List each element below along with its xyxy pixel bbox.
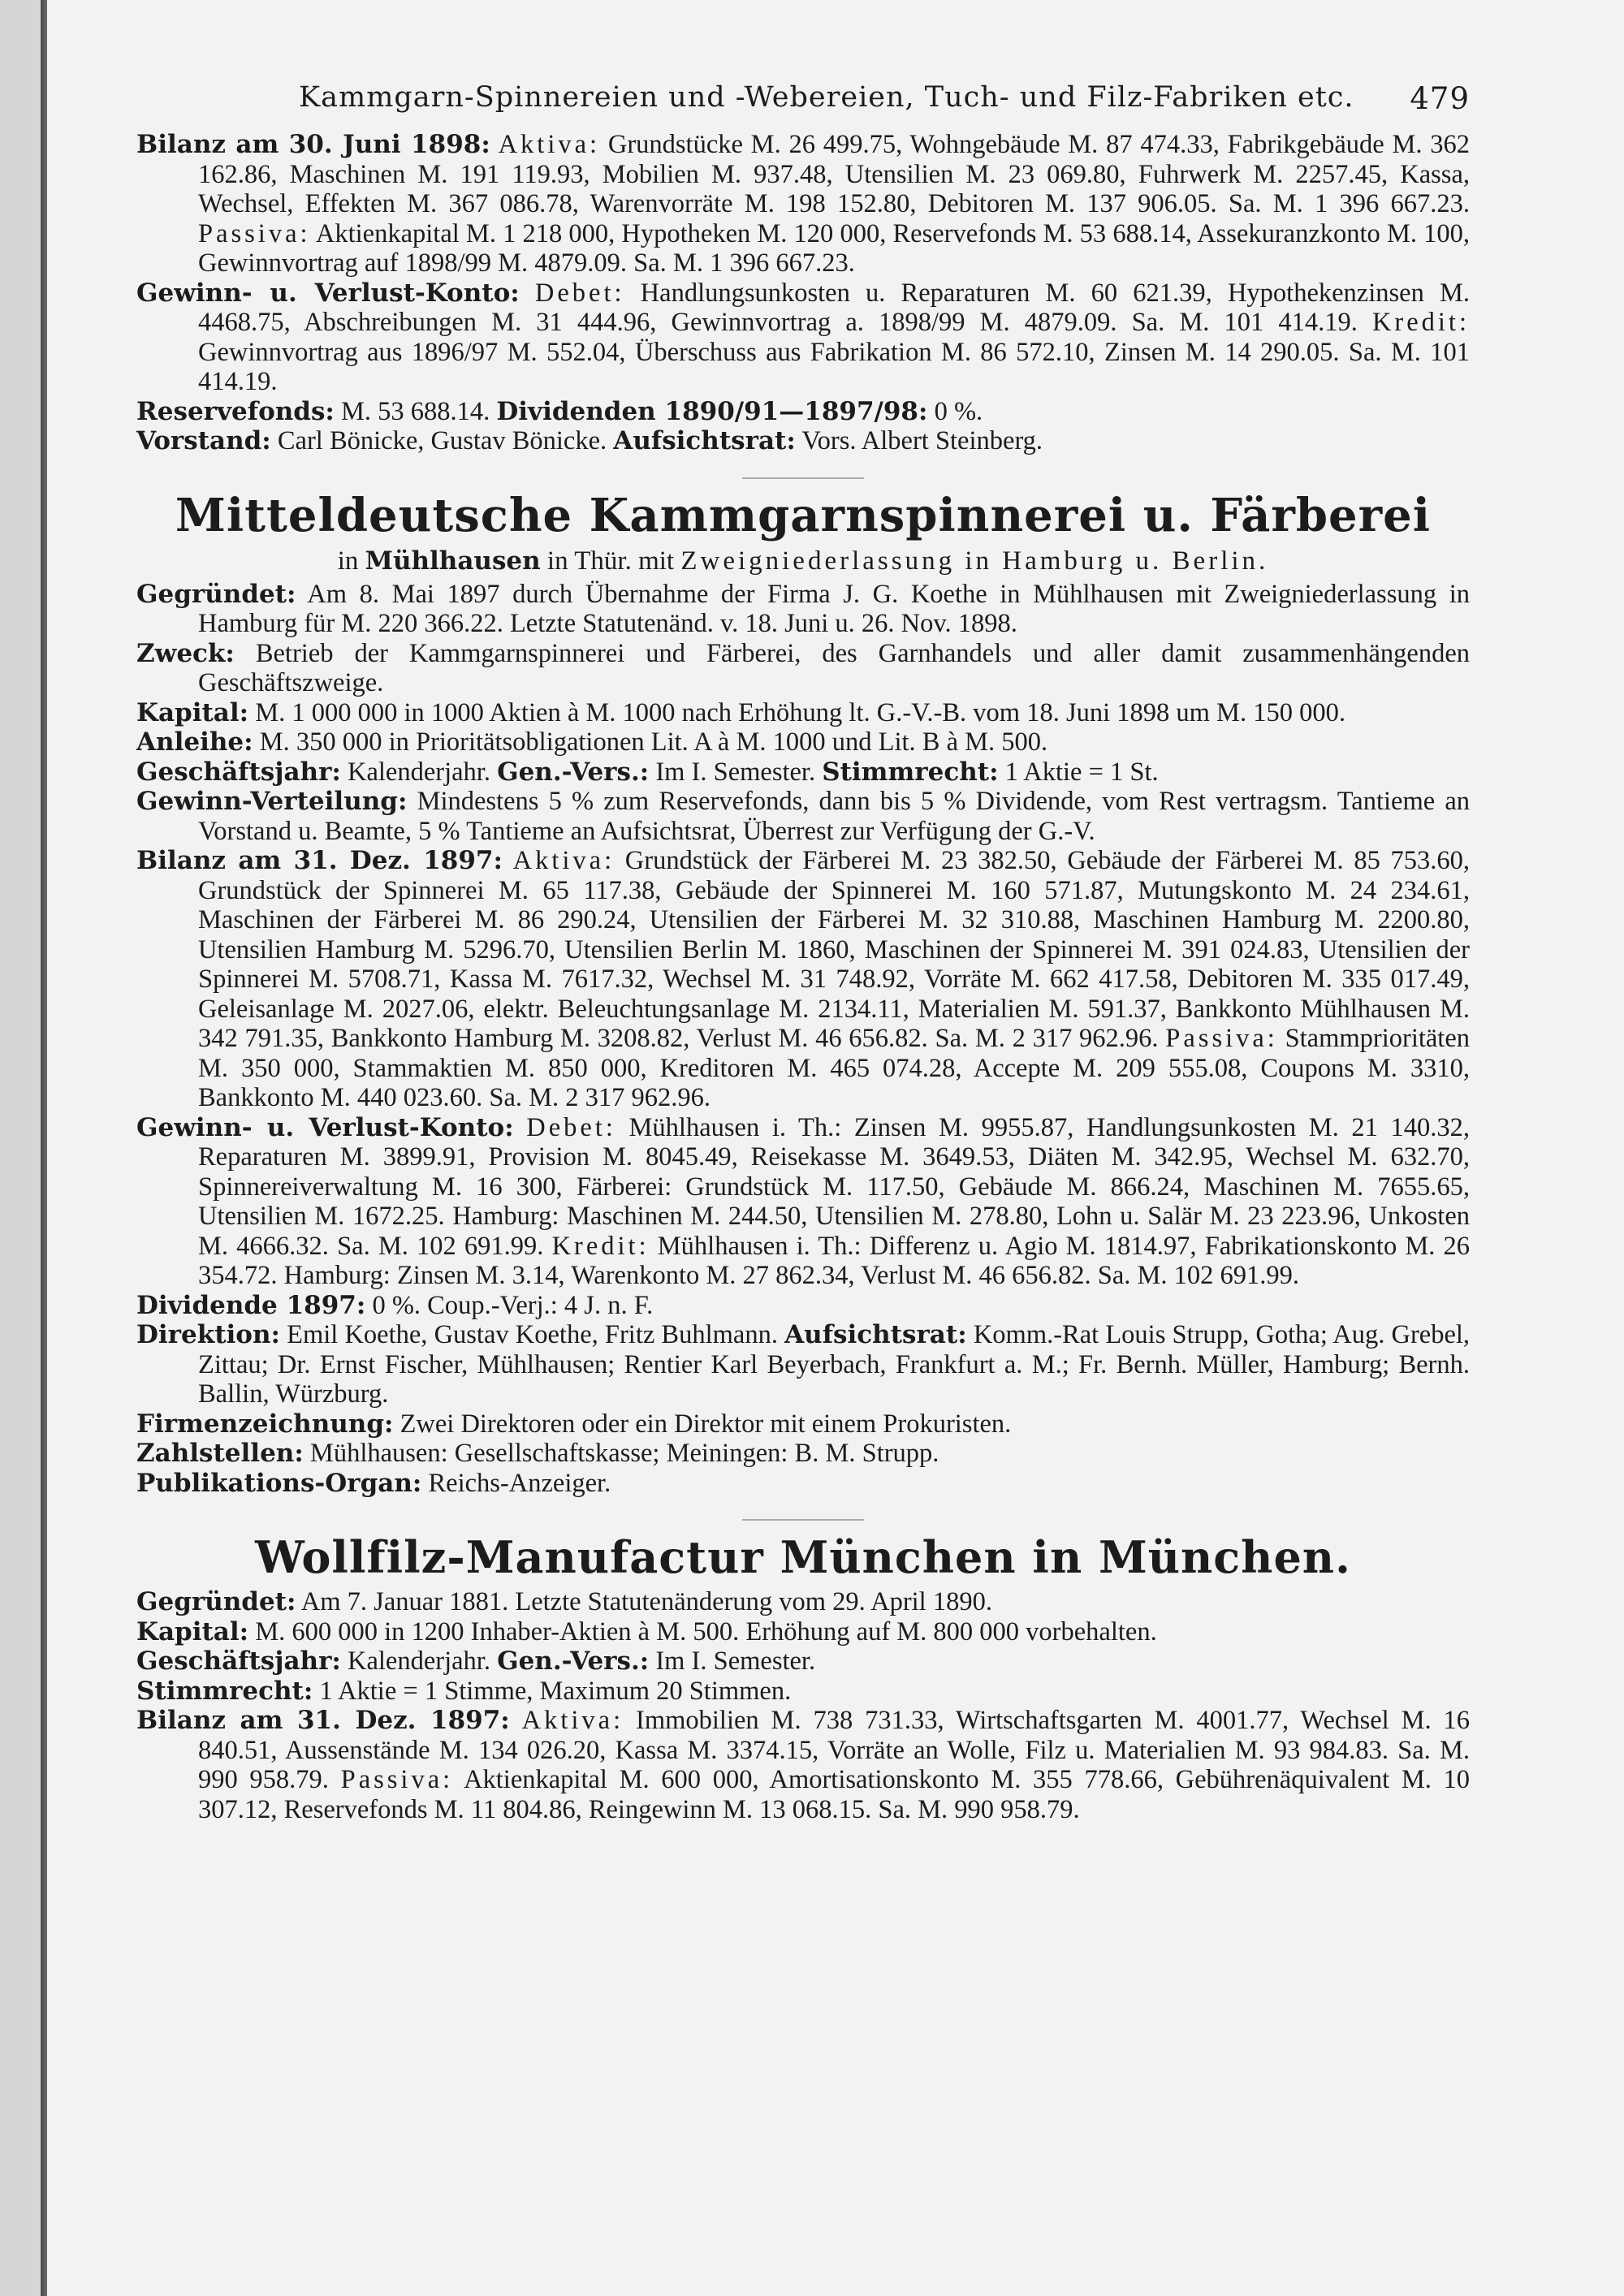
entry-label: Geschäftsjahr: xyxy=(136,757,341,787)
entry-label: Kapital: xyxy=(136,697,249,727)
aufsichtsrat-label: Aufsichtsrat: xyxy=(613,426,796,455)
entry-label: Zweck: xyxy=(136,638,235,668)
entry-text: Mindestens 5 % zum Reservefonds, dann bis 5 % Dividende, vom Rest vertragsm. Tantieme an Vorstand u. Beamte, 5 % Tantieme an Aufsichtsrat, Überrest zur Verfügung der G.-V. xyxy=(198,787,1470,846)
passiva-text: Stammprioritäten M. 350 000, Stammaktien M. 850 000, Kreditoren M. 465 074.28, Accepte M. 209 555.08, Coupons M. 3310, Bankkonto M. 440 023.60. Sa. M. 2 317 962.96. xyxy=(198,1024,1471,1112)
aufsichtsrat-text: Vors. Albert Steinberg. xyxy=(801,426,1043,455)
passiva-text: Aktienkapital M. 600 000, Amortisationskonto M. 355 778.66, Gebührenäquivalent M. 10 307.12, Reservefonds M. 11 804.86, Reingewinn M. 13 068.15. Sa. M. 990 958.79. xyxy=(198,1765,1471,1824)
aktiva-text: Grundstück der Färberei M. 23 382.50, Gebäude der Färberei M. 85 753.60, Grundstück der Spinnerei M. 65 117.38, Gebäude der Spinnerei M. 160 571.87, Mutungskonto M. 24 234.61, Maschinen der Färberei M. 86 290.24, Utensilien der Färberei M. 32 310.88, Maschinen Hamburg M. 2200.80, Utensilien Hamburg M. 5296.70, Utensilien Berlin M. 1860, Maschinen der Spinnerei M. 391 024.83, Utensilien der Spinnerei M. 5708.71, Kassa M. 7617.32, Wechsel M. 31 748.92, Vorräte M. 662 417.58, Debitoren M. 335 017.49, Geleisanlage M. 2027.06, elektr. Beleuchtungsanlage M. 2134.11, Materialien M. 591.37, Bankkonto Mühlhausen M. 342 791.35, Bankkonto Hamburg M. 3208.82, Verlust M. 46 656.82. Sa. M. 2 317 962.96. xyxy=(198,846,1471,1053)
aktiva-text: Grundstücke M. 26 499.75, Wohngebäude M. 87 474.33, Fabrikgebäude M. 362 162.86, Maschinen M. 191 119.93, Mobilien M. 937.48, Utensilien M. 23 069.80, Fuhrwerk M. 2257.45, Kassa, Wechsel, Effekten M. 367 086.78, Warenvorräte M. 198 152.80, Debitoren M. 137 906.05. Sa. M. 1 396 667.23. xyxy=(198,130,1471,218)
entry-text: M. 350 000 in Prioritätsobligationen Lit. A à M. 1000 und Lit. B à M. 500. xyxy=(259,727,1048,757)
entry-text: Zwei Direktoren oder ein Direktor mit einem Prokuristen. xyxy=(400,1409,1012,1439)
entry-text: Am 8. Mai 1897 durch Übernahme der Firma J. G. Koethe in Mühlhausen mit Zweigniederlassung in Hamburg für M. 220 366.22. Letzte Statutenänd. v. 18. Juni u. 26. Nov. 1898. xyxy=(198,579,1470,638)
subtitle-branches: Zweigniederlassung in Hamburg u. Berlin. xyxy=(680,546,1269,576)
voting-right-text: 1 Aktie = 1 St. xyxy=(1004,757,1159,787)
entry-text: Carl Bönicke, Gustav Bönicke. xyxy=(277,426,607,455)
balance-sheet-entry xyxy=(136,1706,1470,1824)
entry-text: Reichs-Anzeiger. xyxy=(428,1468,611,1498)
book-spine-shadow xyxy=(0,0,47,2296)
passiva-word: Passiva: xyxy=(340,1765,454,1794)
kredit-word: Kredit: xyxy=(551,1231,650,1261)
page-number: 479 xyxy=(1410,81,1470,116)
fiscal-year-entry xyxy=(136,757,1470,788)
entry-label: Bilanz am 31. Dez. 1897: xyxy=(136,846,503,875)
entry-label: Gegründet: xyxy=(136,1587,296,1616)
aktiva-text: Immobilien M. 738 731.33, Wirtschaftsgarten M. 4001.77, Wechsel M. 16 840.51, Aussenstände M. 134 026.20, Kassa M. 3374.15, Vorräte an Wolle, Filz u. Materialien M. 93 984.83. Sa. M. 990 958.79. xyxy=(198,1706,1471,1794)
aktiva-word: Aktiva: xyxy=(498,130,601,159)
founded-entry xyxy=(136,1587,1470,1617)
prev-reserve-entry xyxy=(136,397,1470,427)
founded-entry xyxy=(136,580,1470,639)
general-meeting-text: Im I. Semester. xyxy=(655,1646,816,1676)
company-town: Mühlhausen xyxy=(365,546,541,576)
prev-vorstand-entry xyxy=(136,426,1470,456)
kredit-text: Mühlhausen i. Th.: Differenz u. Agio M. 1814.97, Fabrikationskonto M. 26 354.72. Hamburg: Zinsen M. 3.14, Warenkonto M. 27 862.34, Verlust M. 46 656.82. Sa. M. 102 691.99. xyxy=(198,1231,1471,1290)
page-content xyxy=(136,81,1470,1824)
entry-label: Gewinn-Verteilung: xyxy=(136,787,408,816)
entry-label: Dividende 1897: xyxy=(136,1290,366,1320)
debet-word: Debet: xyxy=(534,278,625,308)
section-divider xyxy=(742,1519,864,1521)
entry-label: Reservefonds: xyxy=(136,396,335,426)
entry-label: Gewinn- u. Verlust-Konto: xyxy=(136,1112,514,1142)
entry-label: Firmenzeichnung: xyxy=(136,1409,394,1439)
aufsichtsrat-label: Aufsichtsrat: xyxy=(784,1320,967,1349)
entry-label: Bilanz am 31. Dez. 1897: xyxy=(136,1706,510,1735)
entry-label: Direktion: xyxy=(136,1320,280,1349)
running-title: Kammgarn-Spinnereien und -Webereien, Tuch- und Filz-Fabriken etc. xyxy=(299,81,1354,114)
entry-label: Stimmrecht: xyxy=(136,1676,313,1706)
entry-text: Am 7. Januar 1881. Letzte Statutenänderung vom 29. April 1890. xyxy=(300,1587,992,1616)
entry-text: Emil Koethe, Gustav Koethe, Fritz Buhlmann. xyxy=(287,1320,778,1349)
debet-text: Handlungsunkosten u. Reparaturen M. 60 621.39, Hypothekenzinsen M. 4468.75, Abschreibungen M. 31 444.96, Gewinnvortrag a. 1898/99 M. 4879.09. Sa. M. 101 414.19. xyxy=(198,278,1471,337)
publication-entry xyxy=(136,1469,1470,1499)
passiva-word: Passiva: xyxy=(198,218,311,248)
entry-text: 0 %. Coup.-Verj.: 4 J. n. F. xyxy=(372,1290,654,1320)
aktiva-word: Aktiva: xyxy=(512,846,615,875)
subtitle-middle: in Thür. mit xyxy=(546,546,675,576)
fiscal-year-entry xyxy=(136,1646,1470,1677)
entry-label: Geschäftsjahr: xyxy=(136,1646,341,1676)
entry-label: Kapital: xyxy=(136,1616,249,1646)
capital-entry xyxy=(136,698,1470,728)
paying-agents-entry xyxy=(136,1439,1470,1469)
prev-bilanz-entry xyxy=(136,130,1470,278)
direction-entry xyxy=(136,1320,1470,1409)
general-meeting-label: Gen.-Vers.: xyxy=(497,1646,650,1676)
kredit-text: Gewinnvortrag aus 1896/97 M. 552.04, Überschuss aus Fabrikation M. 86 572.10, Zinsen M. 14 290.05. Sa. M. 101 414.19. xyxy=(198,337,1470,396)
company-subtitle xyxy=(136,546,1470,576)
general-meeting-label: Gen.-Vers.: xyxy=(497,757,650,787)
entry-label: Publikations-Organ: xyxy=(136,1468,422,1498)
entry-text: M. 1 000 000 in 1000 Aktien à M. 1000 nach Erhöhung lt. G.-V.-B. vom 18. Juni 1898 um M. 150 000. xyxy=(255,697,1345,727)
entry-label: Zahlstellen: xyxy=(136,1439,304,1468)
voting-right-label: Stimmrecht: xyxy=(822,757,999,787)
subtitle-prefix: in xyxy=(337,546,359,576)
entry-text: Mühlhausen: Gesellschaftskasse; Meiningen: B. M. Strupp. xyxy=(309,1439,939,1468)
balance-sheet-entry xyxy=(136,846,1470,1113)
loan-entry xyxy=(136,727,1470,757)
company-title: Mitteldeutsche Kammgarnspinnerei u. Färberei xyxy=(175,488,1432,542)
profit-loss-entry xyxy=(136,1113,1470,1291)
entry-text: Betrieb der Kammgarnspinnerei und Färberei, des Garnhandels und aller damit zusammenhängenden Geschäftszweige. xyxy=(198,638,1471,697)
company-title: Wollfilz-Manufactur München in München. xyxy=(255,1531,1351,1583)
voting-right-entry xyxy=(136,1677,1470,1707)
kredit-word: Kredit: xyxy=(1371,308,1470,337)
entry-label: Gewinn- u. Verlust-Konto: xyxy=(136,278,520,308)
entry-text: M. 600 000 in 1200 Inhaber-Aktien à M. 500. Erhöhung auf M. 800 000 vorbehalten. xyxy=(255,1616,1157,1646)
signature-entry xyxy=(136,1409,1470,1439)
running-header xyxy=(136,81,1470,130)
entry-text: Kalenderjahr. xyxy=(348,1646,490,1676)
purpose-entry xyxy=(136,639,1470,698)
passiva-word: Passiva: xyxy=(1165,1024,1278,1053)
debet-word: Debet: xyxy=(526,1112,616,1142)
entry-label: Vorstand: xyxy=(136,426,271,455)
section-divider xyxy=(742,477,864,479)
general-meeting-text: Im I. Semester. xyxy=(655,757,816,787)
entry-label: Bilanz am 30. Juni 1898: xyxy=(136,130,490,159)
entry-label: Anleihe: xyxy=(136,727,253,757)
entry-text: 1 Aktie = 1 Stimme, Maximum 20 Stimmen. xyxy=(319,1676,792,1706)
debet-text: Mühlhausen i. Th.: Zinsen M. 9955.87, Handlungsunkosten M. 21 140.32, Reparaturen M. 3899.91, Provision M. 8045.49, Reisekasse M. 3649.53, Diäten M. 342.95, Wechsel M. 632.70, Spinnereiverwaltung M. 16 300, Färberei: Grundstück M. 117.50, Gebäude M. 866.24, Maschinen M. 7655.65, Utensilien M. 1672.25. Hamburg: Maschinen M. 244.50, Utensilien M. 278.80, Lohn u. Salär M. 23 223.96, Unkosten M. 4666.32. Sa. M. 102 691.99. xyxy=(198,1112,1471,1261)
entry-label: Gegründet: xyxy=(136,579,296,609)
aktiva-word: Aktiva: xyxy=(521,1706,624,1735)
capital-entry xyxy=(136,1617,1470,1647)
entry-text: Kalenderjahr. xyxy=(348,757,490,787)
profit-distribution-entry xyxy=(136,787,1470,846)
aufsichtsrat-text: Komm.-Rat Louis Strupp, Gotha; Aug. Grebel, Zittau; Dr. Ernst Fischer, Mühlhausen; Rentier Karl Beyerbach, Frankfurt a. M.; Fr. Bernh. Müller, Hamburg; Bernh. Ballin, Würzburg. xyxy=(198,1320,1471,1409)
dividends-text: 0 %. xyxy=(934,396,983,426)
passiva-text: Aktienkapital M. 1 218 000, Hypotheken M. 120 000, Reservefonds M. 53 688.14, Assekuranzkonto M. 100, Gewinnvortrag auf 1898/99 M. 4879.09. Sa. M. 1 396 667.23. xyxy=(198,218,1470,278)
prev-guv-entry xyxy=(136,278,1470,397)
dividends-label: Dividenden 1890/91—1897/98: xyxy=(496,396,928,426)
dividend-entry xyxy=(136,1291,1470,1321)
entry-text: M. 53 688.14. xyxy=(340,396,490,426)
